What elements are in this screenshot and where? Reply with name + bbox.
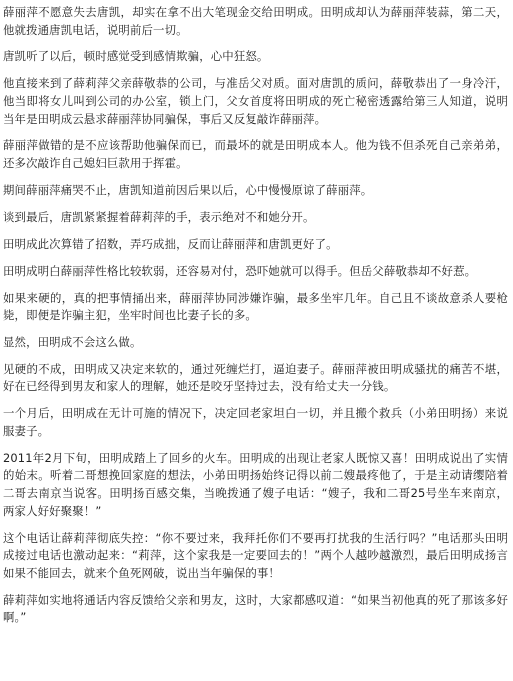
paragraph-8: 田明成明白薛丽萍性格比较软弱，还容易对付，恐吓她就可以得手。但岳父薛敬恭却不好惹。: [3, 263, 477, 278]
paragraph-7: 田明成此次算错了招数，弄巧成拙，反而让薛丽萍和唐凯更好了。: [3, 236, 338, 251]
paragraph-11: 见硬的不成，田明成又决定来软的，通过死缠烂打，逼迫妻子。薛丽萍被田明成骚扰的痛苦不堪，好在已经得到男友和家人的理解，她还是咬牙坚持过去，没有给丈夫一分钱。: [3, 361, 508, 394]
paragraph-10: 显然，田明成不会这么做。: [3, 334, 142, 349]
paragraph-5: 期间薛丽萍痛哭不止，唐凯知道前因后果以后，心中慢慢原谅了薛丽萍。: [3, 182, 373, 197]
paragraph-14: 这个电话让薛莉萍彻底失控：“你不要过来，我拜托你们不要再打扰我的生活行吗？”电话那头田明成接过电话也激动起来：“莉萍，这个家我是一定要回去的！”两个人越吵越激烈，最后田明成扬言如果不能回去，就来个鱼死网破，说出当年骗保的事！: [3, 530, 508, 580]
paragraph-9: 如果来硬的，真的把事情捅出来，薛丽萍协同涉嫌诈骗，最多坐牢几年。自己且不谈故意杀人要枪毙，即便是诈骗主犯，坐牢时间也比妻子长的多。: [3, 290, 508, 323]
paragraph-1: 薛丽萍不愿意失去唐凯，却实在拿不出大笔现金交给田明成。田明成却认为薛丽萍装蒜，第二天，他就拨通唐凯电话，说明前后一切。: [3, 5, 508, 37]
article-body: [3, 4, 508, 636]
paragraph-2: 唐凯听了以后，顿时感觉受到感情欺骗，心中狂怒。: [3, 49, 269, 64]
paragraph-15: 薛莉萍如实地将通话内容反馈给父亲和男友，这时，大家都感叹道：“如果当初他真的死了那该多好啊。”: [3, 592, 508, 625]
paragraph-13: 2011年2月下旬，田明成踏上了回乡的火车。田明成的出现让老家人既惊又喜！田明成说出了实情的始末。听着二哥想挽回家庭的想法，小弟田明扬始终记得以前二嫂最疼他了，于是主动请缨陪着二哥去南京当说客。田明扬百感交集，当晚拨通了嫂子电话：“嫂子，我和二哥25号坐车来南京，两家人好好聚聚！”: [3, 450, 508, 518]
paragraph-3: 他直接来到了薛莉萍父亲薛敬恭的公司，与准岳父对质。面对唐凯的质问，薛敬恭出了一身冷汗，他当即将女儿叫到公司的办公室，锁上门，父女首度将田明成的死亡秘密透露给第三人知道，说明当年是田明成云悬求薛丽萍协同骗保，事后又反复敲诈薛丽萍。: [3, 76, 508, 126]
paragraph-12: 一个月后，田明成在无计可施的情况下，决定回老家坦白一切，并且搬个救兵（小弟田明扬）来说服妻子。: [3, 406, 508, 438]
paragraph-4: 薛丽萍做错的是不应该帮助他骗保而已，而最坏的就是田明成本人。他为钱不但杀死自己亲弟弟，还多次敲诈自己媳妇巨款用于挥霍。: [3, 138, 508, 171]
paragraph-6: 谈到最后，唐凯紧紧握着薛莉萍的手，表示绝对不和她分开。: [3, 209, 315, 224]
